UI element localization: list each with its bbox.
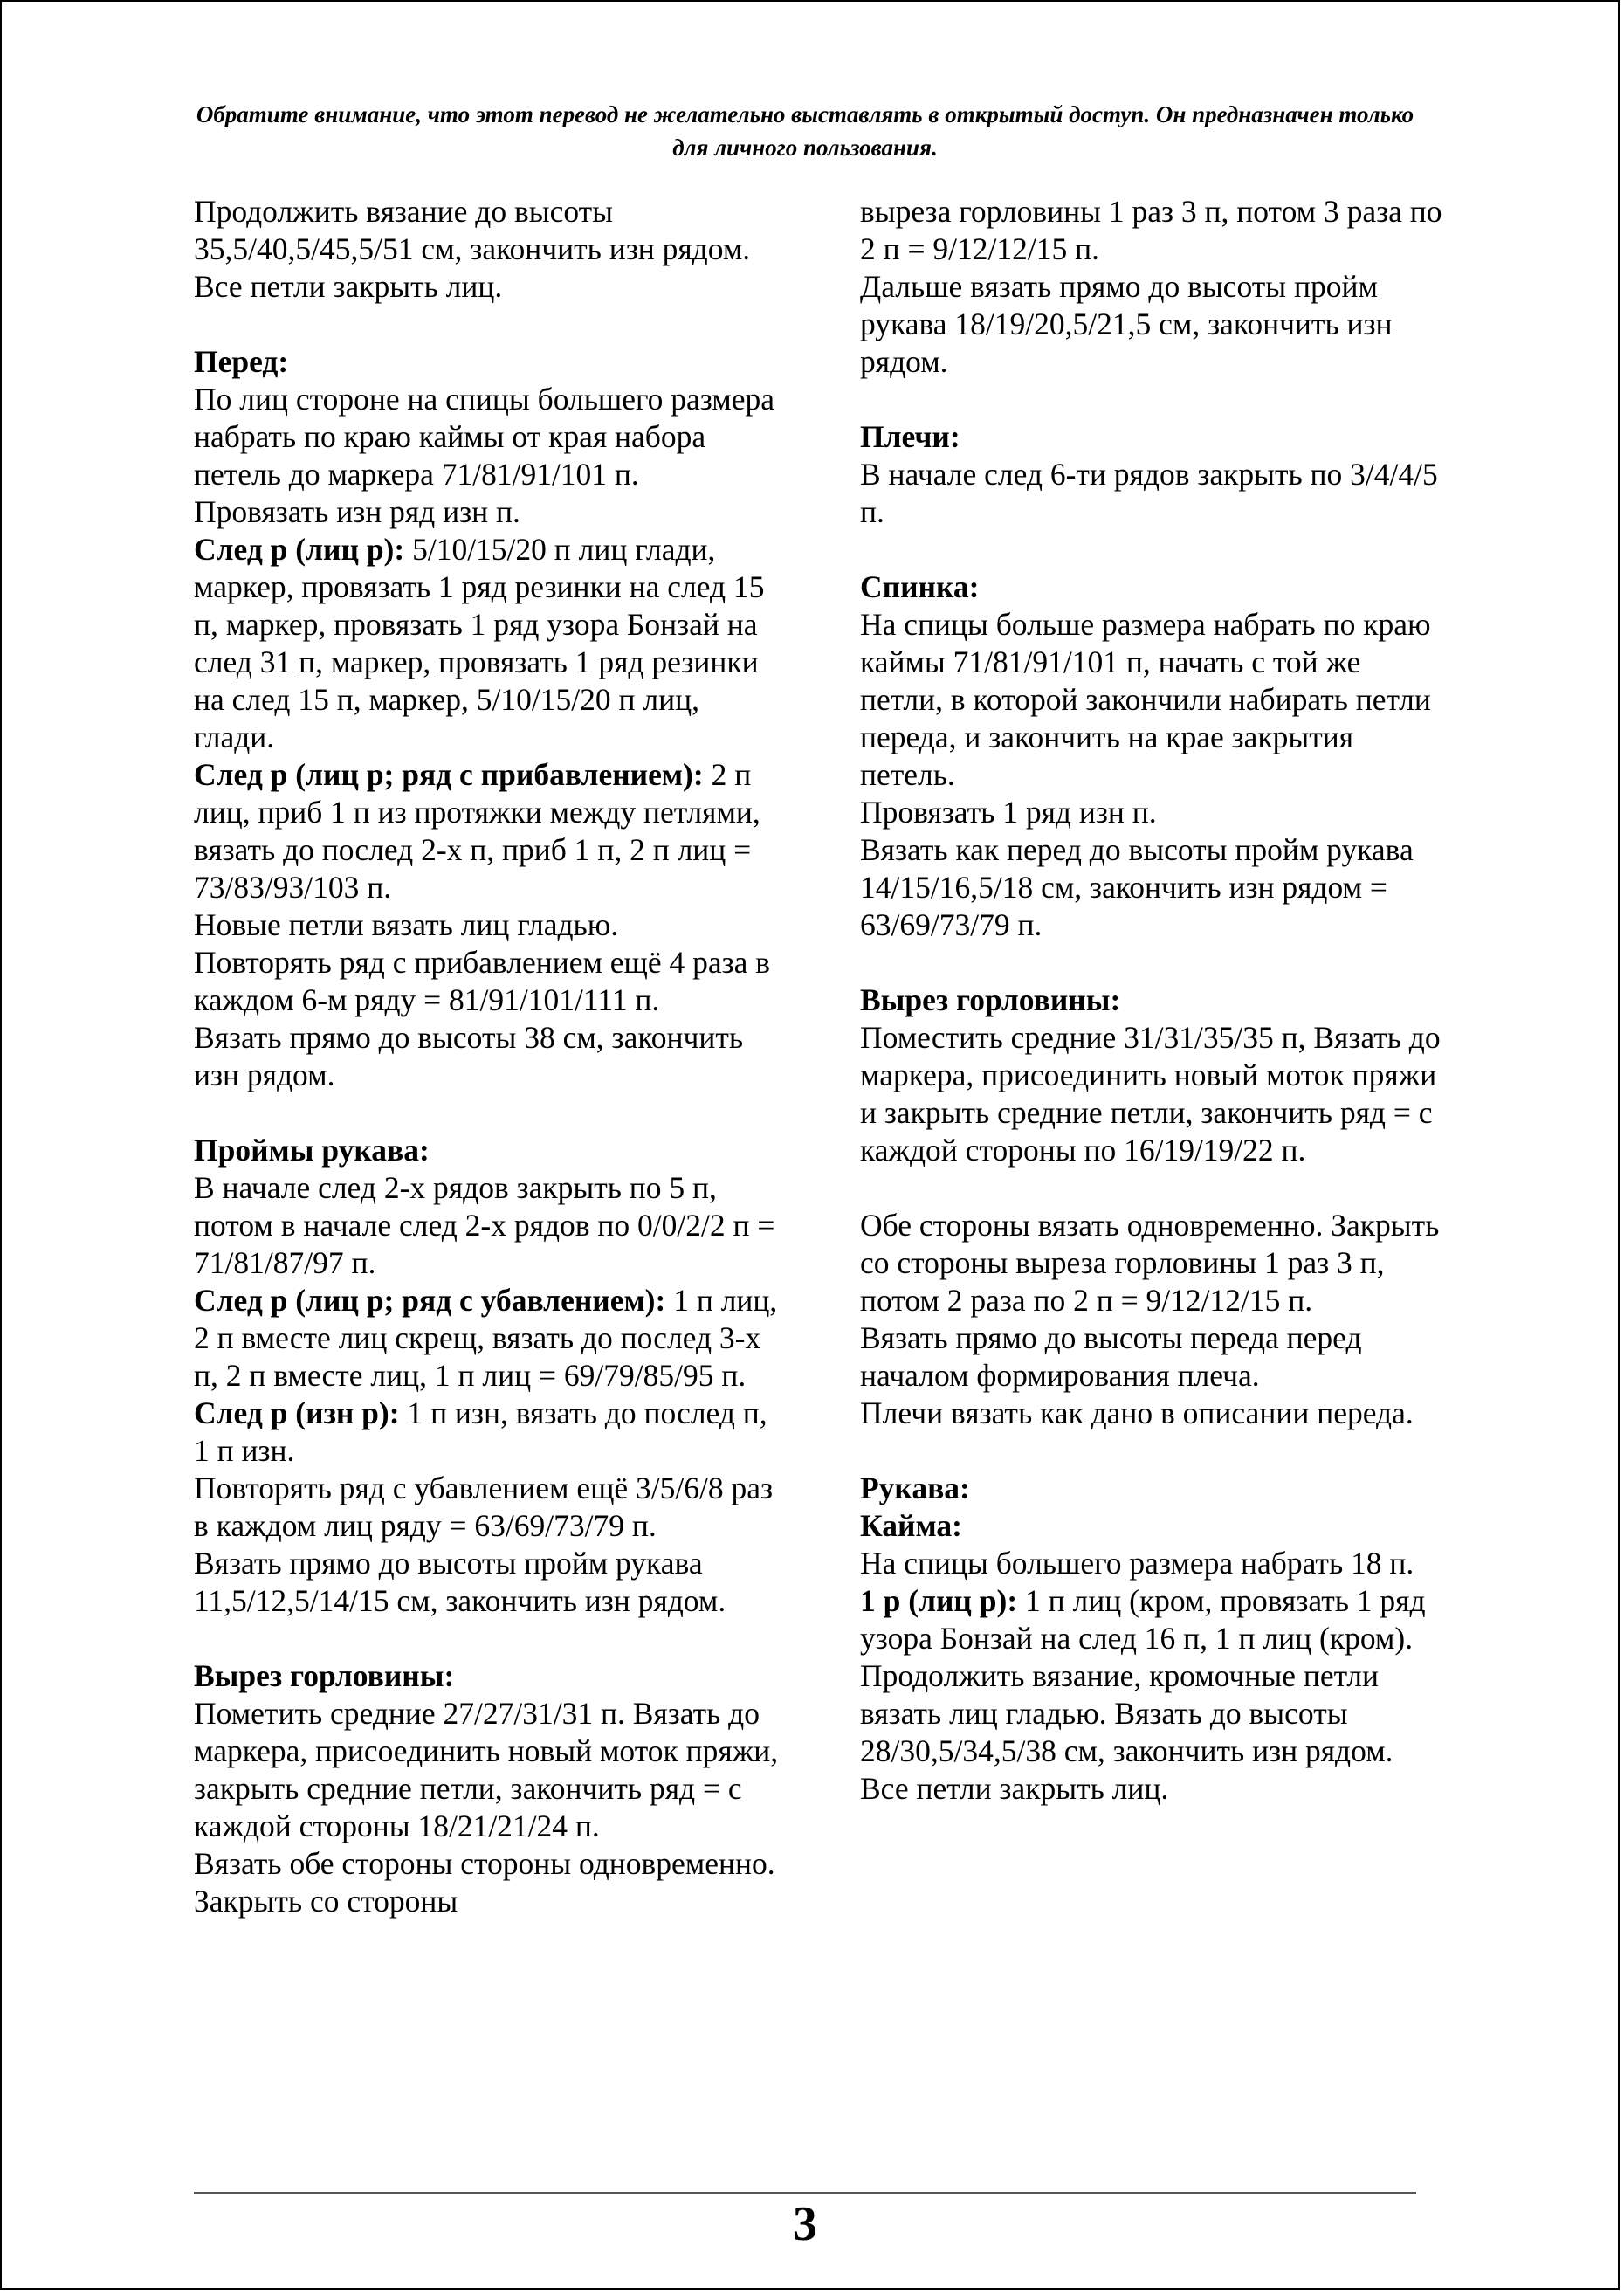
- paragraph: Провязать изн ряд изн п.: [194, 494, 520, 529]
- paragraph: Вязать прямо до высоты переда перед началом формирования плеча.: [860, 1320, 1362, 1393]
- paragraph: Повторять ряд с прибавлением ещё 4 раза в каждом 6-м ряду = 81/91/101/111 п.: [194, 945, 771, 1017]
- section-heading-armholes: Проймы рукава:: [194, 1133, 430, 1168]
- row-instruction: [194, 531, 779, 756]
- row-instruction: [194, 756, 779, 906]
- section-heading-front: Перед:: [194, 344, 289, 379]
- paragraph: Продолжить вязание до высоты 35,5/40,5/45,5/51 см, закончить изн рядом.: [194, 194, 751, 266]
- row-instruction: [194, 1282, 779, 1395]
- row-label: 1 р (лиц р):: [860, 1583, 1018, 1618]
- section-heading-back-neckline: Вырез горловины:: [860, 982, 1121, 1017]
- paragraph: Все петли закрыть лиц.: [194, 269, 503, 304]
- section-heading-back: Спинка:: [860, 569, 980, 604]
- row-label: След р (изн р):: [194, 1395, 400, 1430]
- private-use-notice: Обратите внимание, что этот перевод не желательно выставлять в открытый доступ. Он предназначен только для личного пользования.: [196, 101, 1414, 161]
- row-text: 2 п лиц, приб 1 п из протяжки между петлями, вязать до послед 2-х п, приб 1 п, 2 п лиц = 73/83/93/103 п.: [194, 757, 760, 905]
- row-label: След р (лиц р):: [194, 532, 405, 567]
- paragraph: По лиц стороне на спицы большего размера набрать по краю каймы от края набора петель до маркера 71/81/91/101 п.: [194, 382, 775, 492]
- left-column: [194, 193, 779, 1920]
- paragraph: Вязать прямо до высоты пройм рукава 11,5/12,5/14/15 см, закончить изн рядом.: [194, 1546, 726, 1618]
- paragraph: В начале след 6-ти рядов закрыть по 3/4/4/5 п.: [860, 457, 1438, 529]
- right-column: [860, 193, 1445, 1808]
- paragraph: Обе стороны вязать одновременно. Закрыть со стороны выреза горловины 1 раз 3 п, потом 2 раза по 2 п = 9/12/12/15 п.: [860, 1208, 1440, 1318]
- row-text: 1 п изн, вязать до послед п, 1 п изн.: [194, 1395, 767, 1468]
- paragraph: Провязать 1 ряд изн п.: [860, 795, 1157, 830]
- section-heading-sleeves: Рукава:: [860, 1471, 970, 1505]
- section-heading-shoulders: Плечи:: [860, 419, 960, 454]
- paragraph: Повторять ряд с убавлением ещё 3/5/6/8 раз в каждом лиц ряду = 63/69/73/79 п.: [194, 1471, 774, 1543]
- row-instruction: [860, 1582, 1445, 1657]
- row-label: След р (лиц р; ряд с прибавлением):: [194, 757, 704, 792]
- paragraph: В начале след 2-х рядов закрыть по 5 п, потом в начале след 2-х рядов по 0/0/2/2 п = 71/81/87/97 п.: [194, 1170, 775, 1280]
- paragraph: Дальше вязать прямо до высоты пройм рукава 18/19/20,5/21,5 см, закончить изн рядом.: [860, 269, 1393, 379]
- paragraph: выреза горловины 1 раз 3 п, потом 3 раза по 2 п = 9/12/12/15 п.: [860, 194, 1442, 266]
- row-text: 1 п лиц, 2 п вместе лиц скрещ, вязать до послед 3-х п, 2 п вместе лиц, 1 п лиц = 69/79/85/95 п.: [194, 1283, 778, 1393]
- section-heading-neckline: Вырез горловины:: [194, 1658, 455, 1693]
- paragraph: Пометить средние 27/27/31/31 п. Вязать до маркера, присоединить новый моток пряжи, закрыть средние петли, закончить ряд = с каждой стороны 18/21/21/24 п.: [194, 1696, 779, 1843]
- page-number: 3: [793, 2197, 817, 2251]
- footer-divider: [194, 2192, 1416, 2194]
- paragraph: Новые петли вязать лиц гладью.: [194, 907, 619, 942]
- row-text: 1 п лиц (кром, провязать 1 ряд узора Бонзай на след 16 п, 1 п лиц (кром).: [860, 1583, 1426, 1656]
- row-text: 5/10/15/20 п лиц глади, маркер, провязать 1 ряд резинки на след 15 п, маркер, провязать 1 ряд узора Бонзай на след 31 п, маркер, провязать 1 ряд резинки на след 15 п, маркер, 5/10/15/20 п лиц, глади.: [194, 532, 765, 754]
- paragraph: Все петли закрыть лиц.: [860, 1771, 1169, 1806]
- row-instruction: [194, 1395, 779, 1470]
- paragraph: Продолжить вязание, кромочные петли вязать лиц гладью. Вязать до высоты 28/30,5/34,5/38 см, закончить изн рядом.: [860, 1658, 1393, 1768]
- paragraph: Вязать прямо до высоты 38 см, закончить изн рядом.: [194, 1020, 744, 1092]
- paragraph: Вязать как перед до высоты пройм рукава 14/15/16,5/18 см, закончить изн рядом = 63/69/73/79 п.: [860, 832, 1414, 942]
- subheading-border: Кайма:: [860, 1508, 962, 1543]
- paragraph: На спицы большего размера набрать 18 п.: [860, 1546, 1414, 1581]
- paragraph: На спицы больше размера набрать по краю каймы 71/81/91/101 п, начать с той же петли, в которой закончили набирать петли переда, и закончить на крае закрытия петель.: [860, 607, 1431, 792]
- paragraph: Плечи вязать как дано в описании переда.: [860, 1395, 1414, 1430]
- paragraph: Поместить средние 31/31/35/35 п, Вязать до маркера, присоединить новый моток пряжи и закрыть средние петли, закончить ряд = с каждой стороны по 16/19/19/22 п.: [860, 1020, 1441, 1168]
- row-label: След р (лиц р; ряд с убавлением):: [194, 1283, 666, 1318]
- paragraph: Вязать обе стороны стороны одновременно. Закрыть со стороны: [194, 1846, 775, 1919]
